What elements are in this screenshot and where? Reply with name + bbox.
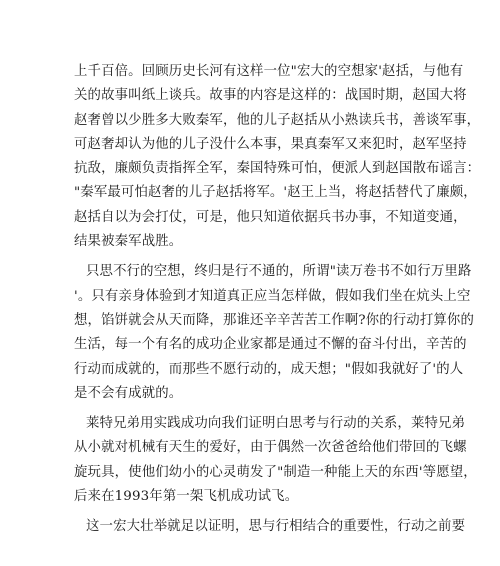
- text-line: 后来在1993年第一架飞机成功试飞。: [74, 489, 299, 505]
- document-body: [74, 60, 481, 540]
- text-line: 只思不行的空想，终归是行不通的，所谓"读万卷书不如行万里路: [86, 264, 472, 280]
- text-line: 结果被秦军战胜。: [74, 234, 183, 250]
- text-line: 上千百倍。回顾历史长河有这样一位"宏大的空想家'赵括，与他有: [74, 64, 464, 79]
- paragraph-conclusion: [74, 515, 466, 539]
- text-line: 生活，每一个有名的成功企业家都是通过不懈的奋斗付出，辛苦的: [74, 337, 467, 353]
- text-line: "秦军最可怕赵奢的儿子赵括将军。'赵王上当，将赵括替代了廉颇，: [74, 185, 477, 201]
- text-line: '。只有亲身体验到才知道真正应当怎样做，假如我们坐在炕头上空: [74, 288, 471, 304]
- text-line: 这一宏大壮举就足以证明，思与行相结合的重要性，行动之前要: [86, 519, 466, 535]
- paragraph-wright-brothers: [74, 412, 477, 509]
- text-line: 旋玩具，使他们幼小的心灵萌发了"制造一种能上天的东西'等愿望，: [74, 464, 477, 480]
- text-line: 赵括自以为会打仗，可是，他只知道依据兵书办事，不知道变通，: [74, 209, 467, 225]
- text-line: 是不会有成就的。: [74, 385, 183, 401]
- text-line: 可赵奢却认为他的儿子没什么本事，果真秦军又来犯时，赵军坚持: [74, 136, 467, 152]
- paragraph-zhao-kuo-story: [74, 60, 481, 254]
- text-line: 行动而成就的，而那些不愿行动的，成天想；"假如我就好了'的人: [74, 361, 464, 377]
- paragraph-thinking-without-action: [74, 260, 475, 406]
- text-line: 赵奢曾以少胜多大败秦军，他的儿子赵括从小熟读兵书，善谈军事，: [74, 112, 481, 128]
- text-line: 想，馅饼就会从天而降，那谁还辛辛苦苦工作啊?你的行动打算你的: [74, 312, 475, 328]
- text-line: 莱特兄弟用实践成功向我们证明白思考与行动的关系，莱特兄弟: [86, 416, 466, 432]
- text-line: 关的故事叫纸上谈兵。故事的内容是这样的：战国时期，赵国大将: [74, 88, 467, 104]
- text-line: 抗敌，廉颇负责指挥全军，秦国特殊可怕，便派人到赵国散布谣言：: [74, 161, 481, 177]
- text-line: 从小就对机械有天生的爱好，由于偶然一次爸爸给他们带回的飞螺: [74, 440, 467, 456]
